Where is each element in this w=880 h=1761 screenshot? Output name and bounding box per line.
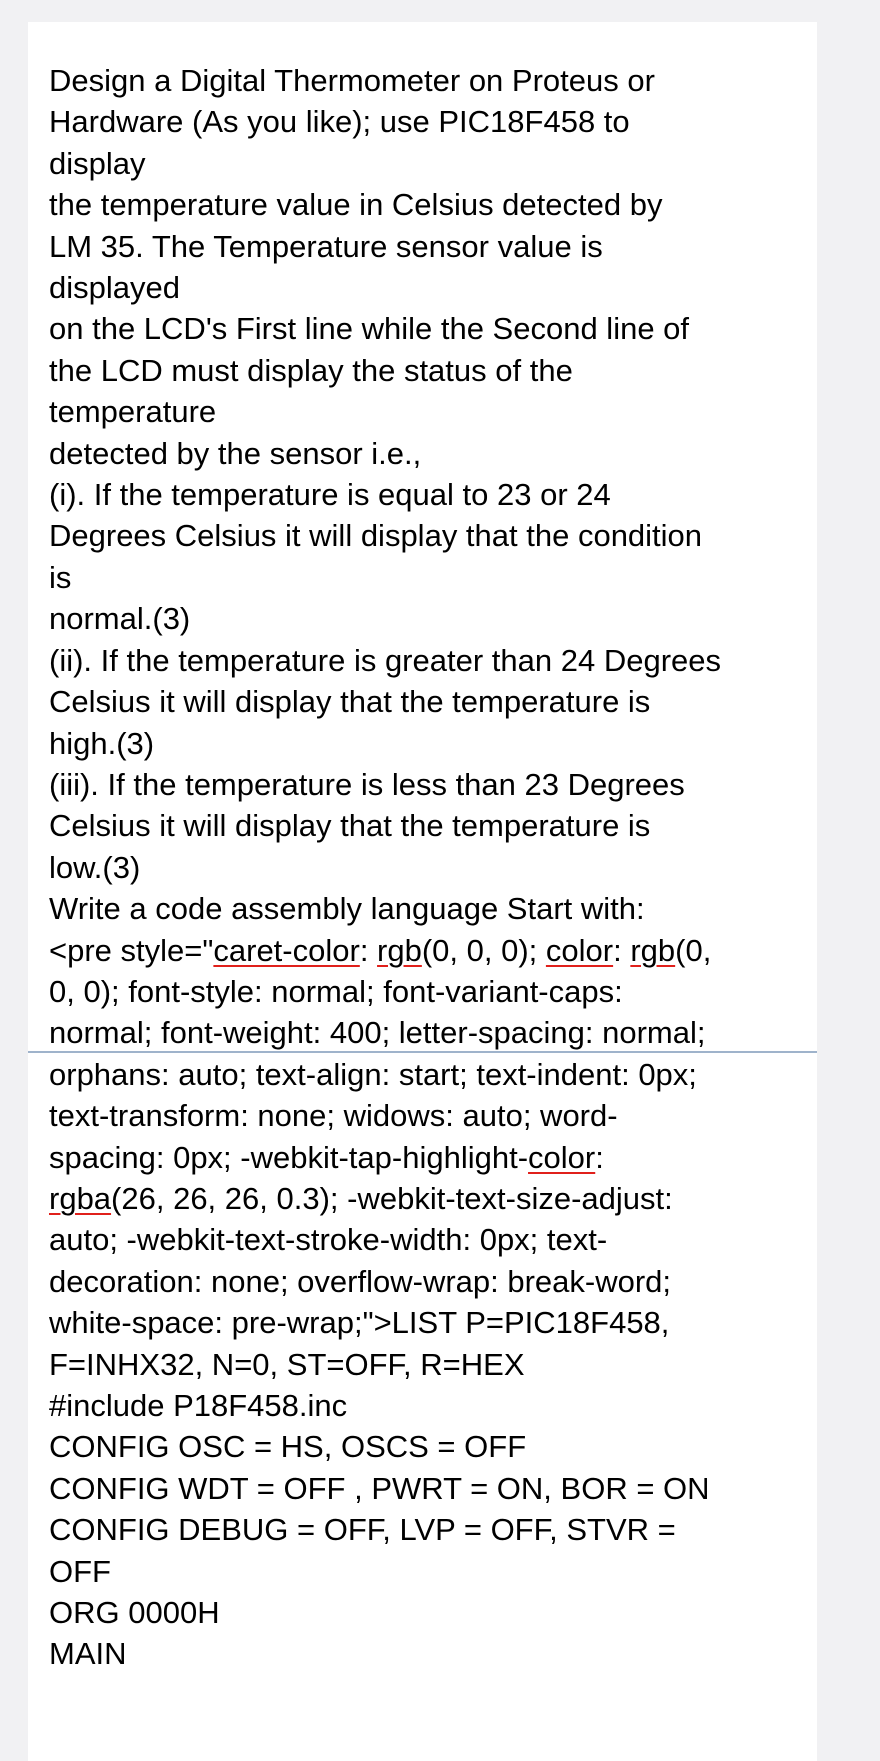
text-segment: CONFIG DEBUG = OFF, LVP = OFF, STVR = xyxy=(49,1512,676,1548)
text-line xyxy=(49,1551,809,1592)
text-segment: LM 35. The Temperature sensor value is xyxy=(49,228,603,264)
text-segment: CONFIG WDT = OFF , PWRT = ON, BOR = ON xyxy=(49,1470,710,1506)
text-line xyxy=(49,1095,809,1136)
text-segment: Degrees Celsius it will display that the condition xyxy=(49,518,703,554)
text-segment: the temperature value in Celsius detected by xyxy=(49,187,663,223)
text-line xyxy=(49,515,809,556)
text-segment: is xyxy=(49,559,72,595)
text-segment: (0, 0, 0); xyxy=(421,932,546,968)
text-line xyxy=(49,1012,809,1053)
text-segment: decoration: none; overflow-wrap: break-word; xyxy=(49,1263,672,1299)
text-segment: : xyxy=(359,932,378,968)
text-segment: detected by the sensor i.e., xyxy=(49,435,422,471)
text-line xyxy=(49,1426,809,1467)
text-segment: (ii). If the temperature is greater than 24 Degrees xyxy=(49,642,721,678)
text-segment: display xyxy=(49,145,146,181)
text-line xyxy=(49,764,809,805)
text-segment: (iii). If the temperature is less than 23 Degrees xyxy=(49,766,685,802)
text-line xyxy=(49,640,809,681)
text-segment: normal; font-weight: 400; letter-spacing: normal; xyxy=(49,1015,706,1051)
text-segment: (i). If the temperature is equal to 23 or 24 xyxy=(49,477,611,513)
misspelled-word: color xyxy=(545,932,614,968)
text-line xyxy=(49,557,809,598)
text-line xyxy=(49,350,809,391)
text-line xyxy=(49,723,809,764)
text-segment: normal.(3) xyxy=(49,601,191,637)
text-line xyxy=(49,681,809,722)
document-body-text[interactable] xyxy=(49,60,809,1675)
text-segment: displayed xyxy=(49,270,180,306)
text-line xyxy=(49,143,809,184)
text-segment: OFF xyxy=(49,1553,111,1589)
text-segment: ORG 0000H xyxy=(49,1595,220,1631)
text-segment: Design a Digital Thermometer on Proteus or xyxy=(49,63,655,98)
text-segment: auto; -webkit-text-stroke-width: 0px; text- xyxy=(49,1222,608,1258)
text-segment: #include P18F458.inc xyxy=(49,1388,348,1423)
text-line xyxy=(49,1054,809,1095)
text-segment: on the LCD's First line while the Second line of xyxy=(49,311,690,347)
text-segment: <pre style=" xyxy=(49,932,214,968)
text-line xyxy=(49,1509,809,1550)
text-line xyxy=(49,1137,809,1178)
text-line xyxy=(49,888,809,929)
text-line xyxy=(49,391,809,432)
text-line xyxy=(49,60,809,101)
text-line xyxy=(49,805,809,846)
text-segment: MAIN xyxy=(49,1636,127,1672)
text-segment: high.(3) xyxy=(49,725,155,761)
page-divider xyxy=(28,1051,817,1053)
text-segment: low.(3) xyxy=(49,849,141,885)
text-line xyxy=(49,101,809,142)
text-segment: Celsius it will display that the temperature is xyxy=(49,808,651,844)
text-segment: text-transform: none; widows: auto; word- xyxy=(49,1098,618,1134)
text-line xyxy=(49,226,809,267)
misspelled-word: caret-color xyxy=(213,932,360,968)
text-line xyxy=(49,847,809,888)
text-line xyxy=(49,1178,809,1219)
text-segment: 0, 0); font-style: normal; font-variant-caps: xyxy=(49,973,623,1009)
text-segment: : xyxy=(613,932,631,968)
text-line xyxy=(49,1219,809,1260)
text-line xyxy=(49,1302,809,1343)
text-segment: : xyxy=(595,1139,604,1175)
text-segment: the LCD must display the status of the xyxy=(49,352,573,388)
text-segment: orphans: auto; text-align: start; text-indent: 0px; xyxy=(49,1056,697,1092)
text-segment: (26, 26, 26, 0.3); -webkit-text-size-adjust: xyxy=(111,1180,673,1216)
text-line xyxy=(49,433,809,474)
text-line xyxy=(49,1592,809,1633)
text-line xyxy=(49,1468,809,1509)
text-segment: temperature xyxy=(49,394,217,430)
text-segment: Hardware (As you like); use PIC18F458 to xyxy=(49,104,630,140)
text-segment: white-space: pre-wrap;">LIST P=PIC18F458, xyxy=(49,1305,670,1341)
misspelled-word: rgb xyxy=(630,932,676,968)
text-line xyxy=(49,1344,809,1385)
text-line xyxy=(49,474,809,515)
text-segment: CONFIG OSC = HS, OSCS = OFF xyxy=(49,1429,527,1465)
text-segment: spacing: 0px; -webkit-tap-highlight- xyxy=(49,1139,529,1175)
misspelled-word: color xyxy=(528,1139,596,1175)
misspelled-word: rgb xyxy=(377,932,422,968)
text-segment: Write a code assembly language Start with: xyxy=(49,891,645,927)
text-line xyxy=(49,598,809,639)
text-line xyxy=(49,1633,809,1674)
text-line xyxy=(49,267,809,308)
text-segment: Celsius it will display that the temperature is xyxy=(49,684,651,720)
misspelled-word: rgba xyxy=(49,1180,112,1216)
text-line xyxy=(49,1261,809,1302)
text-line xyxy=(49,1385,809,1426)
text-line xyxy=(49,308,809,349)
text-line xyxy=(49,971,809,1012)
text-segment: F=INHX32, N=0, ST=OFF, R=HEX xyxy=(49,1346,525,1382)
text-line xyxy=(49,930,809,971)
text-line xyxy=(49,184,809,225)
text-segment: (0, xyxy=(675,932,712,968)
